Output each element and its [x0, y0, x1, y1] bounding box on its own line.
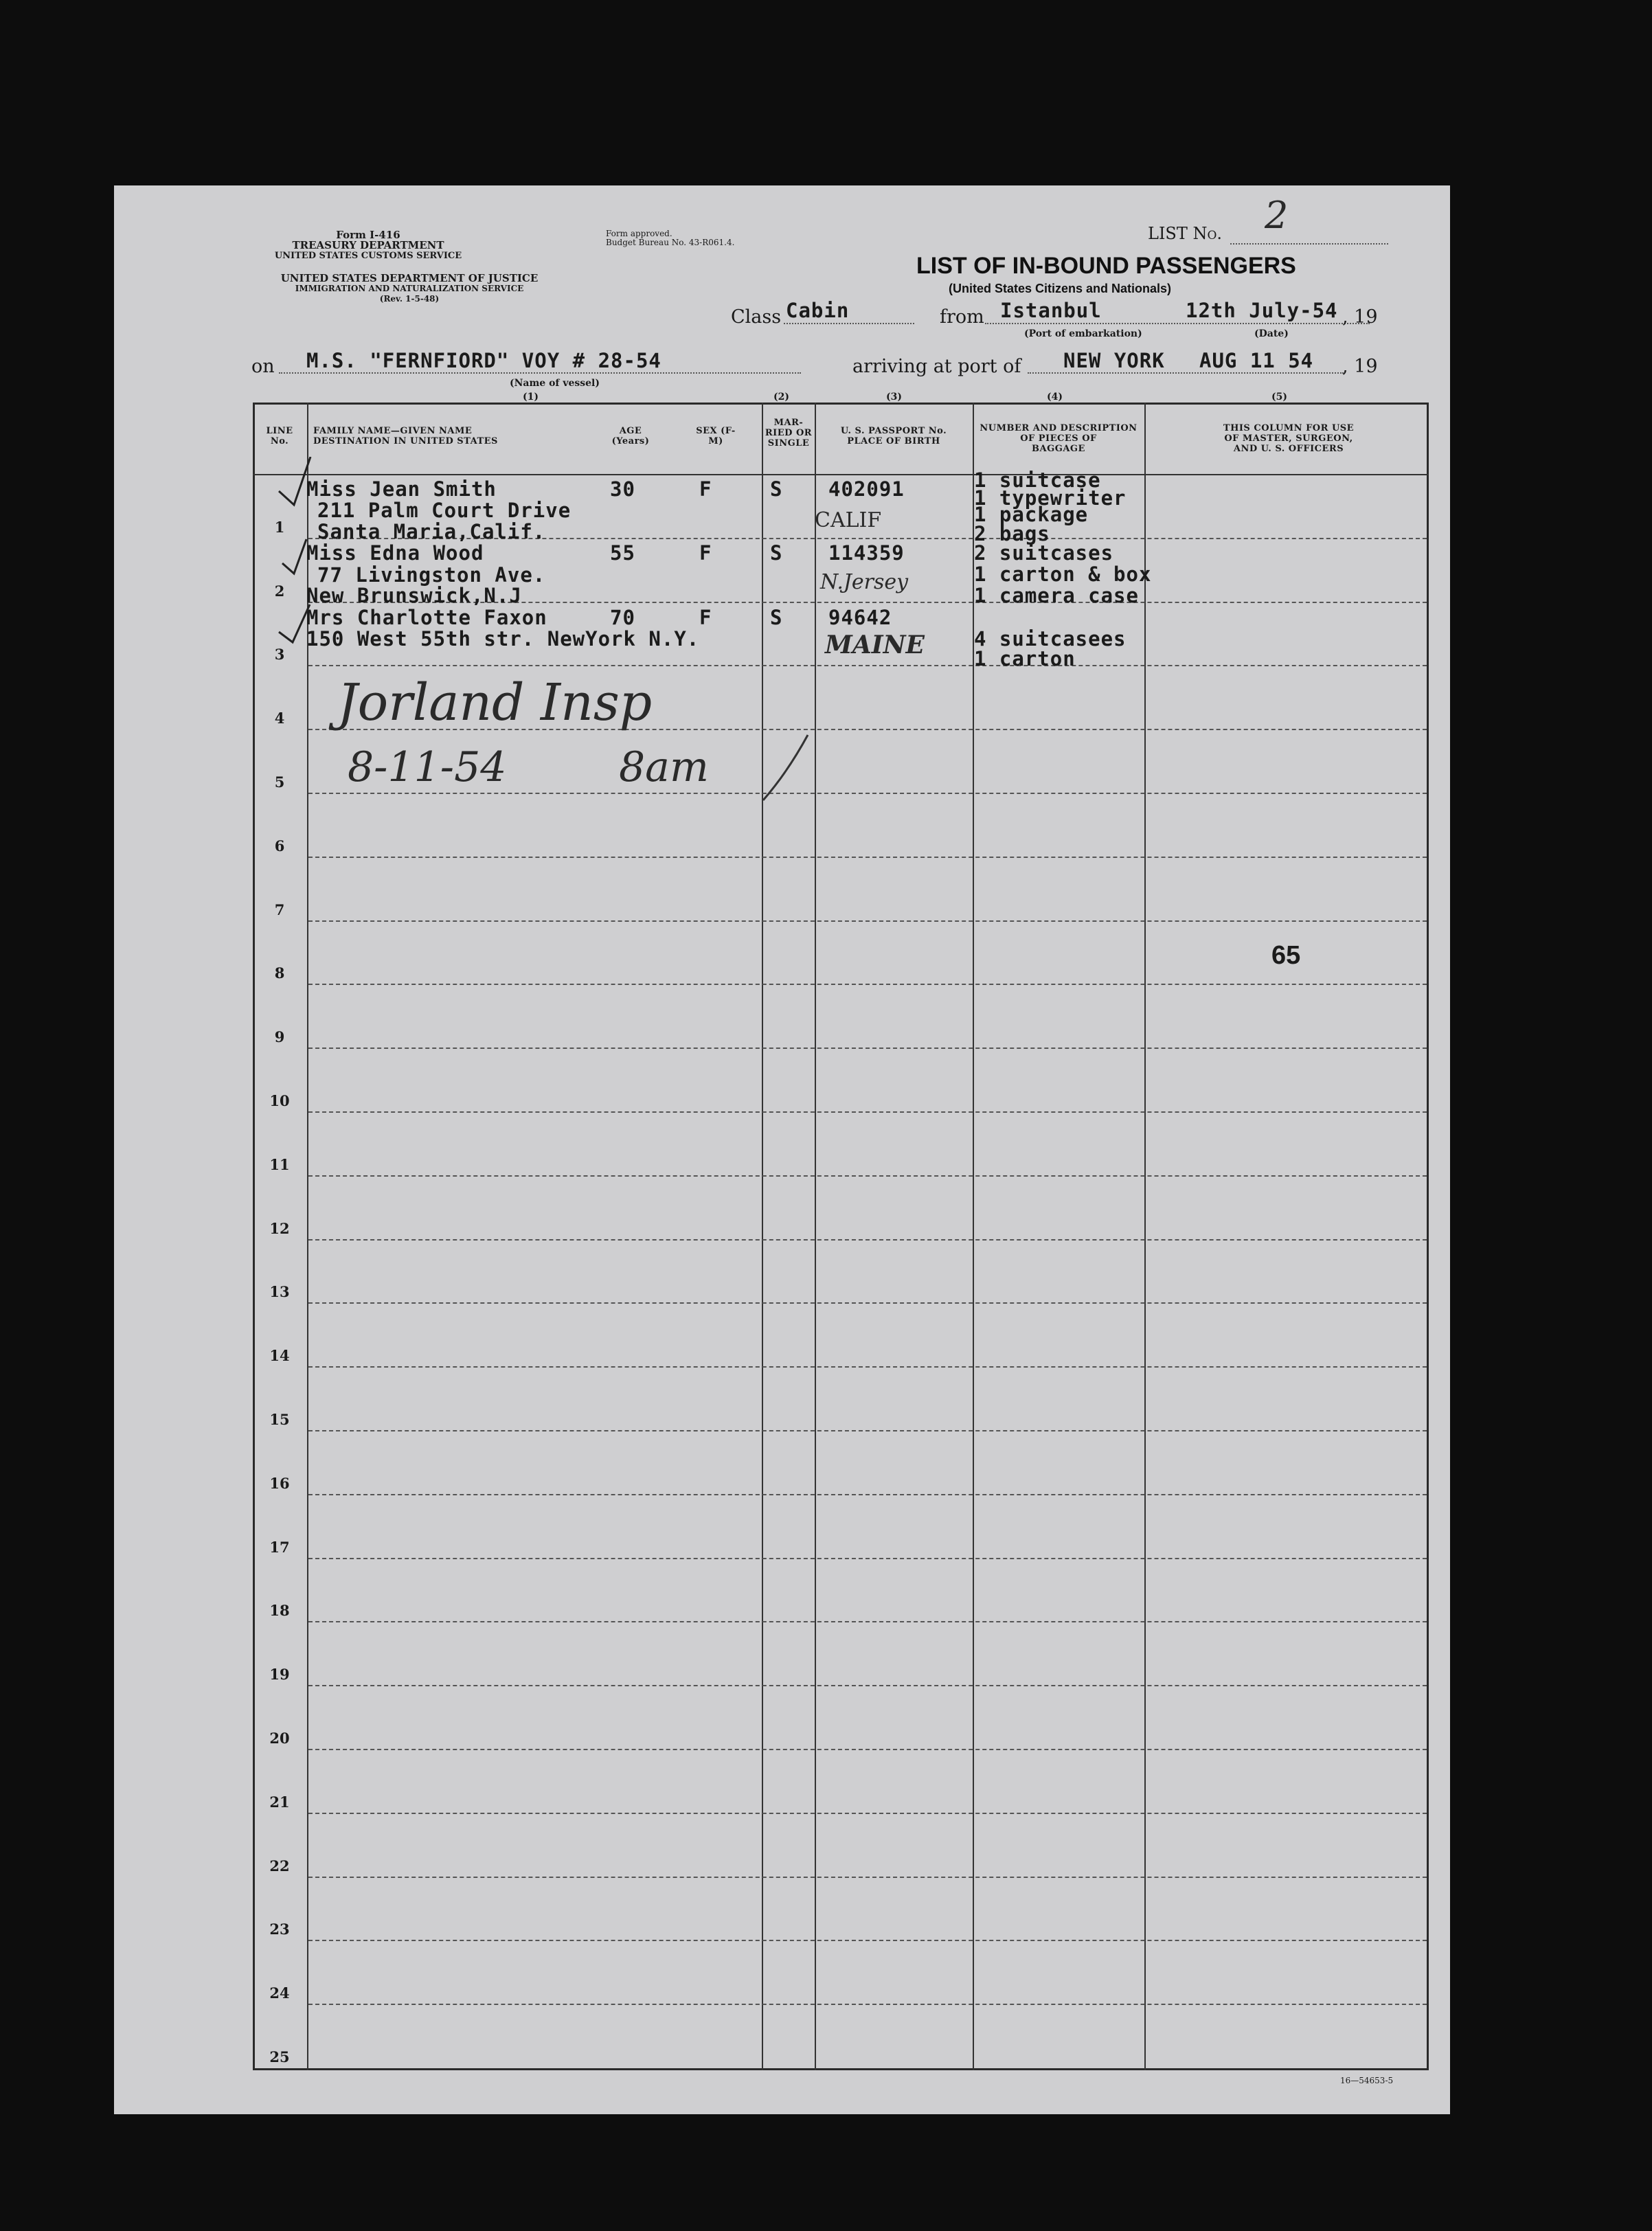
row-rule [308, 2004, 1427, 2005]
line-number: 24 [269, 1984, 290, 2002]
passenger-2-addr1: 77 Livingston Ave. [317, 563, 546, 587]
family-name-label: FAMILY NAME—GIVEN NAME [313, 426, 473, 436]
passenger-2-addr2: New Brunswick,N.J [306, 584, 522, 607]
row-rule [308, 665, 1427, 666]
embark-underline [985, 323, 1370, 324]
passenger-1-age: 30 [610, 477, 635, 501]
line-number: 23 [269, 1921, 290, 1938]
check-mark-icon [282, 539, 306, 574]
department-header [251, 230, 485, 261]
passenger-3-birthplace: MAINE [825, 631, 925, 659]
passenger-1-sex: F [699, 477, 712, 501]
row-rule [308, 793, 1427, 794]
arriving-label: arriving at port of [852, 356, 1021, 377]
line-number: 5 [274, 773, 285, 791]
row-rule [308, 1940, 1427, 1941]
passenger-3-sex: F [699, 606, 712, 629]
list-no-value: 2 [1265, 194, 1289, 237]
approval-block [606, 229, 734, 247]
passenger-1-birthplace: CALIF [815, 508, 882, 532]
treasury-label: TREASURY DEPARTMENT [292, 239, 444, 251]
line-number: 11 [269, 1156, 290, 1173]
passenger-1-bag4: 2 bags [974, 522, 1050, 545]
row-rule [308, 920, 1427, 922]
row-rule [308, 1877, 1427, 1878]
col-divider-baggage [1144, 403, 1146, 2070]
passenger-1-bag2: 1 typewriter [974, 486, 1127, 510]
col-header-officers [1186, 423, 1392, 454]
passenger-3-addr1: 150 West 55th str. NewYork N.Y. [306, 627, 700, 650]
line-number: 22 [269, 1857, 290, 1875]
on-label: on [251, 356, 275, 377]
passenger-3-bag1: 4 suitcasees [974, 627, 1127, 650]
passenger-2-bag2: 1 carton & box [974, 563, 1152, 586]
row-rule [308, 1366, 1427, 1368]
col-num-4: (4) [1047, 392, 1063, 403]
row-rule [308, 1175, 1427, 1177]
baggage-label-2: OF PIECES OF [1020, 433, 1097, 444]
col-num-1: (1) [523, 392, 539, 403]
rev-label: (Rev. 1-5-48) [379, 294, 440, 304]
ins-label: IMMIGRATION AND NATURALIZATION SERVICE [295, 284, 524, 293]
col-header-sex: SEX (F-M) [696, 426, 736, 446]
header-divider [253, 474, 1429, 475]
passenger-2-birthplace: N.Jersey [820, 570, 909, 594]
line-number: 21 [269, 1793, 290, 1811]
page-title: LIST OF IN-BOUND PASSENGERS [916, 253, 1296, 279]
passenger-2-age: 55 [610, 541, 635, 565]
passport-label: U. S. PASSPORT No. [840, 426, 947, 436]
col-divider-married [815, 403, 816, 2070]
signature-stroke [760, 732, 815, 807]
row-rule [308, 984, 1427, 985]
form-number: Form I-416 [336, 229, 400, 241]
vessel-underline [279, 372, 801, 374]
row-rule [308, 857, 1427, 858]
arrival-port-value: NEW YORK [1063, 349, 1165, 372]
passenger-1-addr1: 211 Palm Court Drive [317, 499, 572, 522]
passenger-1-bag3: 1 package [974, 503, 1089, 526]
inspection-time: 8am [619, 743, 709, 791]
embark-date-value: 12th July-54 [1186, 299, 1338, 322]
line-number: 16 [269, 1475, 290, 1492]
line-number: 17 [269, 1539, 290, 1556]
officers-label-1: THIS COLUMN FOR USE [1223, 423, 1355, 433]
col-divider-name [762, 403, 763, 2070]
col-num-2: (2) [773, 392, 789, 403]
passenger-2-bag1: 2 suitcases [974, 541, 1114, 565]
passenger-2-sex: F [699, 541, 712, 565]
customs-label: UNITED STATES CUSTOMS SERVICE [274, 251, 462, 261]
row-rule [308, 1302, 1427, 1304]
row-rule [308, 1430, 1427, 1431]
inspection-date: 8-11-54 [348, 743, 507, 791]
year-prefix-1: , 19 [1342, 306, 1378, 328]
list-no-underline [1230, 243, 1388, 245]
check-mark-icon [279, 457, 310, 505]
arrival-underline [1028, 372, 1344, 374]
line-number: 8 [274, 964, 285, 982]
line-number: 3 [274, 646, 285, 663]
col-header-line-no: LINE No. [266, 426, 293, 446]
justice-label: UNITED STATES DEPARTMENT OF JUSTICE [280, 272, 539, 284]
list-no-label: LIST No. [1148, 224, 1223, 243]
passenger-3-marital: S [770, 606, 783, 629]
line-number: 6 [274, 837, 285, 854]
passenger-3-bag2: 1 carton [974, 647, 1076, 670]
passenger-2-name: Miss Edna Wood [306, 541, 484, 565]
line-number: 9 [274, 1028, 285, 1045]
col-header-married: MAR-RIED OR SINGLE [765, 418, 813, 449]
passenger-1-marital: S [770, 477, 783, 501]
row-rule [308, 1239, 1427, 1241]
row-rule [308, 1685, 1427, 1686]
passenger-3-name: Mrs Charlotte Faxon [306, 606, 547, 629]
line-number: 12 [269, 1220, 290, 1237]
destination-label: DESTINATION IN UNITED STATES [313, 436, 498, 446]
passenger-2-bag3: 1 camera case [974, 584, 1139, 607]
page-subtitle: (United States Citizens and Nationals) [949, 282, 1172, 295]
check-mark-icon [279, 604, 310, 642]
row-rule [308, 1111, 1427, 1113]
year-prefix-2: , 19 [1342, 356, 1378, 377]
check-marks [251, 457, 361, 663]
col-header-age: AGE (Years) [611, 426, 650, 446]
line-number: 13 [269, 1283, 290, 1300]
class-underline [784, 323, 914, 324]
line-number: 19 [269, 1666, 290, 1683]
line-number: 7 [274, 901, 285, 918]
row-rule [308, 1494, 1427, 1495]
class-value: Cabin [786, 299, 850, 322]
line-number: 25 [269, 2048, 290, 2065]
baggage-label-3: BAGGAGE [1032, 444, 1085, 454]
passenger-1-addr2: Santa Maria,Calif. [317, 520, 546, 543]
line-number: 2 [274, 582, 285, 600]
col-num-3: (3) [886, 392, 902, 403]
row-rule [308, 1749, 1427, 1750]
col-header-baggage [976, 423, 1141, 454]
passenger-1-name: Miss Jean Smith [306, 477, 497, 501]
place-birth-label: PLACE OF BIRTH [847, 436, 940, 446]
passenger-3-age: 70 [610, 606, 635, 629]
date-caption: (Date) [1254, 328, 1289, 339]
embark-port-caption: (Port of embarkation) [1024, 328, 1142, 339]
line-number: 15 [269, 1411, 290, 1428]
form-code: 16—54653-5 [1340, 2076, 1394, 2085]
inspector-signature: Jorland Insp [337, 673, 653, 732]
vessel-value: M.S. "FERNFIORD" VOY # 28-54 [306, 349, 661, 372]
col-num-5: (5) [1271, 392, 1287, 403]
budget-bureau: Budget Bureau No. 43-R061.4. [606, 238, 735, 247]
line-number: 20 [269, 1730, 290, 1747]
row-rule [308, 1047, 1427, 1049]
row-rule [308, 1621, 1427, 1622]
vessel-caption: (Name of vessel) [510, 378, 600, 389]
col-header-passport [822, 426, 966, 446]
justice-header [245, 273, 574, 304]
line-number: 1 [274, 519, 285, 536]
from-label: from [940, 306, 984, 328]
embark-port-value: Istanbul [1000, 299, 1102, 322]
line-number: 18 [269, 1602, 290, 1619]
passenger-list-sheet [114, 185, 1450, 2114]
col-header-family-name [313, 426, 498, 446]
passenger-2-passport: 114359 [828, 541, 905, 565]
passenger-2-marital: S [770, 541, 783, 565]
baggage-label-1: NUMBER AND DESCRIPTION [980, 423, 1138, 433]
officer-number: 65 [1271, 941, 1301, 970]
row-rule [308, 1813, 1427, 1814]
form-approved: Form approved. [606, 229, 672, 238]
line-number: 14 [269, 1347, 290, 1364]
line-number: 10 [269, 1092, 290, 1109]
passenger-1-bag1: 1 suitcase [974, 468, 1101, 492]
line-number: 4 [274, 710, 285, 727]
row-rule [308, 1558, 1427, 1559]
passenger-1-passport: 402091 [828, 477, 905, 501]
officers-label-2: OF MASTER, SURGEON, [1224, 433, 1353, 444]
class-label: Class [731, 306, 782, 328]
arrival-date-value: AUG 11 54 [1199, 349, 1314, 372]
passenger-3-passport: 94642 [828, 606, 892, 629]
officers-label-3: AND U. S. OFFICERS [1233, 444, 1344, 454]
